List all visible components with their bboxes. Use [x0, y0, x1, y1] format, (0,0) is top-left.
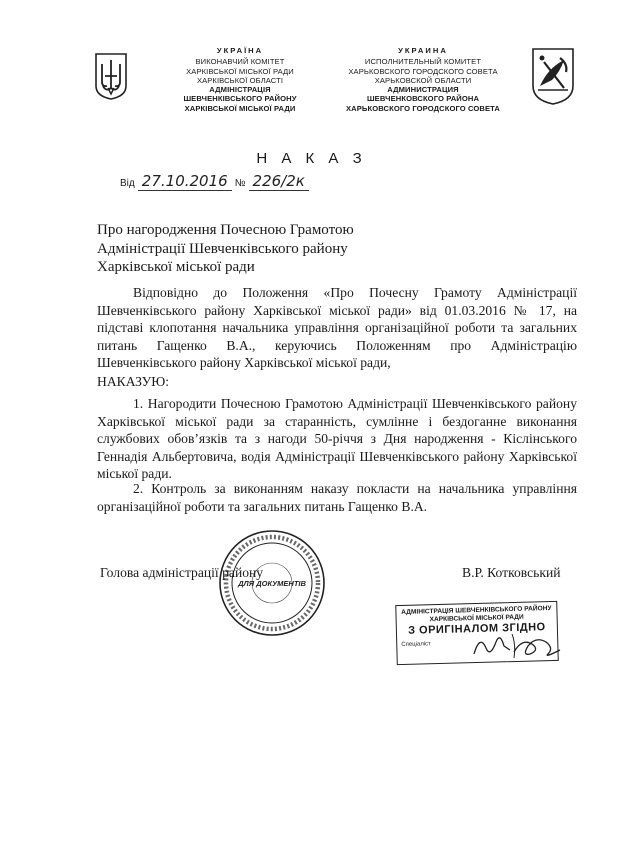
subject-line-1: Про нагородження Почесною Грамотою: [97, 222, 354, 238]
date-label: Від: [120, 178, 135, 189]
header-ru: [335, 46, 511, 113]
order-item-1: 1. Нагородити Почесною Грамотою Адміністрації Шевченківського району Харківської міської ради за старанність, сумлінне і бездоганне виконання службових обов’язків та з нагоди 50-річчя з Дня народження - Кіслінського Геннадія Альбертовича, водія Адміністрації Шевченківського району Харківської міської ради.: [97, 396, 577, 481]
order-item-2: 2. Контроль за виконанням наказу покласти на начальника управління організаційної роботи та загальних питань Гащенко В.А.: [97, 481, 577, 514]
stamp-role: Спеціаліст: [401, 641, 431, 648]
trident-emblem-icon: [94, 52, 128, 100]
header-ru-country: УКРАИНА: [398, 46, 448, 55]
header-ua-line1: ВИКОНАВЧИЙ КОМІТЕТ: [195, 57, 285, 67]
document-number: 226/2к: [249, 172, 309, 191]
subject-line-3: Харківської міської ради: [97, 259, 255, 275]
header-ru-line1: ИСПОЛНИТЕЛЬНЫЙ КОМИТЕТ: [364, 57, 482, 67]
stamp-title: З ОРИГІНАЛОМ ЗГІДНО: [407, 621, 546, 637]
handwritten-signature: [470, 628, 564, 662]
document-title: Н А К А З: [256, 150, 367, 167]
header-ua-country: УКРАЇНА: [216, 46, 264, 55]
header-ua-line5: ШЕВЧЕНКІВСЬКОГО РАЙОНУ: [183, 94, 297, 104]
header-ru-line5: ШЕВЧЕНКОВСКОГО РАЙОНА: [366, 94, 480, 104]
header-ua: [160, 46, 320, 113]
header-ua-line4: АДМІНІСТРАЦІЯ: [209, 85, 271, 95]
number-label: №: [234, 178, 246, 189]
preamble-paragraph: Відповідно до Положення «Про Почесну Грамоту Адміністрації Шевченківського району Харківської міської ради» від 01.03.2016 № 17, на підставі клопотання начальника управління організаційної роботи та загальних питань Гащенко В.А., керуючись Положенням про Адміністрацію Шевченківського району Харківської міської ради,: [97, 285, 577, 370]
header-ua-line2: ХАРКІВСЬКОЇ МІСЬКОЇ РАДИ: [186, 66, 294, 76]
document-date: 27.10.2016: [138, 172, 232, 191]
date-number-line: [120, 172, 309, 191]
header-ru-line6: ХАРЬКОВСКОГО ГОРОДСКОГО СОВЕТА: [346, 103, 500, 113]
subject-line-2: Адміністрації Шевченківського району: [97, 240, 348, 257]
header-ua-line6: ХАРКІВСЬКОЇ МІСЬКОЇ РАДИ: [184, 103, 296, 113]
signer-name: В.Р. Котковський: [462, 565, 561, 580]
header-ua-line3: ХАРКІВСЬКОЇ ОБЛАСТІ: [196, 75, 284, 85]
header-ru-line2: ХАРЬКОВСКОГО ГОРОДСКОГО СОВЕТА: [348, 66, 498, 76]
signer-title: Голова адміністрації району: [100, 565, 264, 580]
order-keyword: НАКАЗУЮ:: [97, 374, 170, 389]
seal-text: ДЛЯ ДОКУМЕНТІВ: [238, 579, 306, 588]
document-subject: [97, 221, 354, 277]
header-ru-line4: АДМИНИСТРАЦИЯ: [387, 85, 459, 95]
header-ru-line3: ХАРЬКОВСКОЙ ОБЛАСТИ: [374, 75, 472, 85]
stamp-org: АДМІНІСТРАЦІЯ ШЕВЧЕНКІВСЬКОГО РАЙОНУ ХАРКІВСЬКОЇ МІСЬКОЇ РАДИ: [401, 605, 552, 623]
kharkiv-coat-of-arms-icon: [530, 46, 576, 106]
